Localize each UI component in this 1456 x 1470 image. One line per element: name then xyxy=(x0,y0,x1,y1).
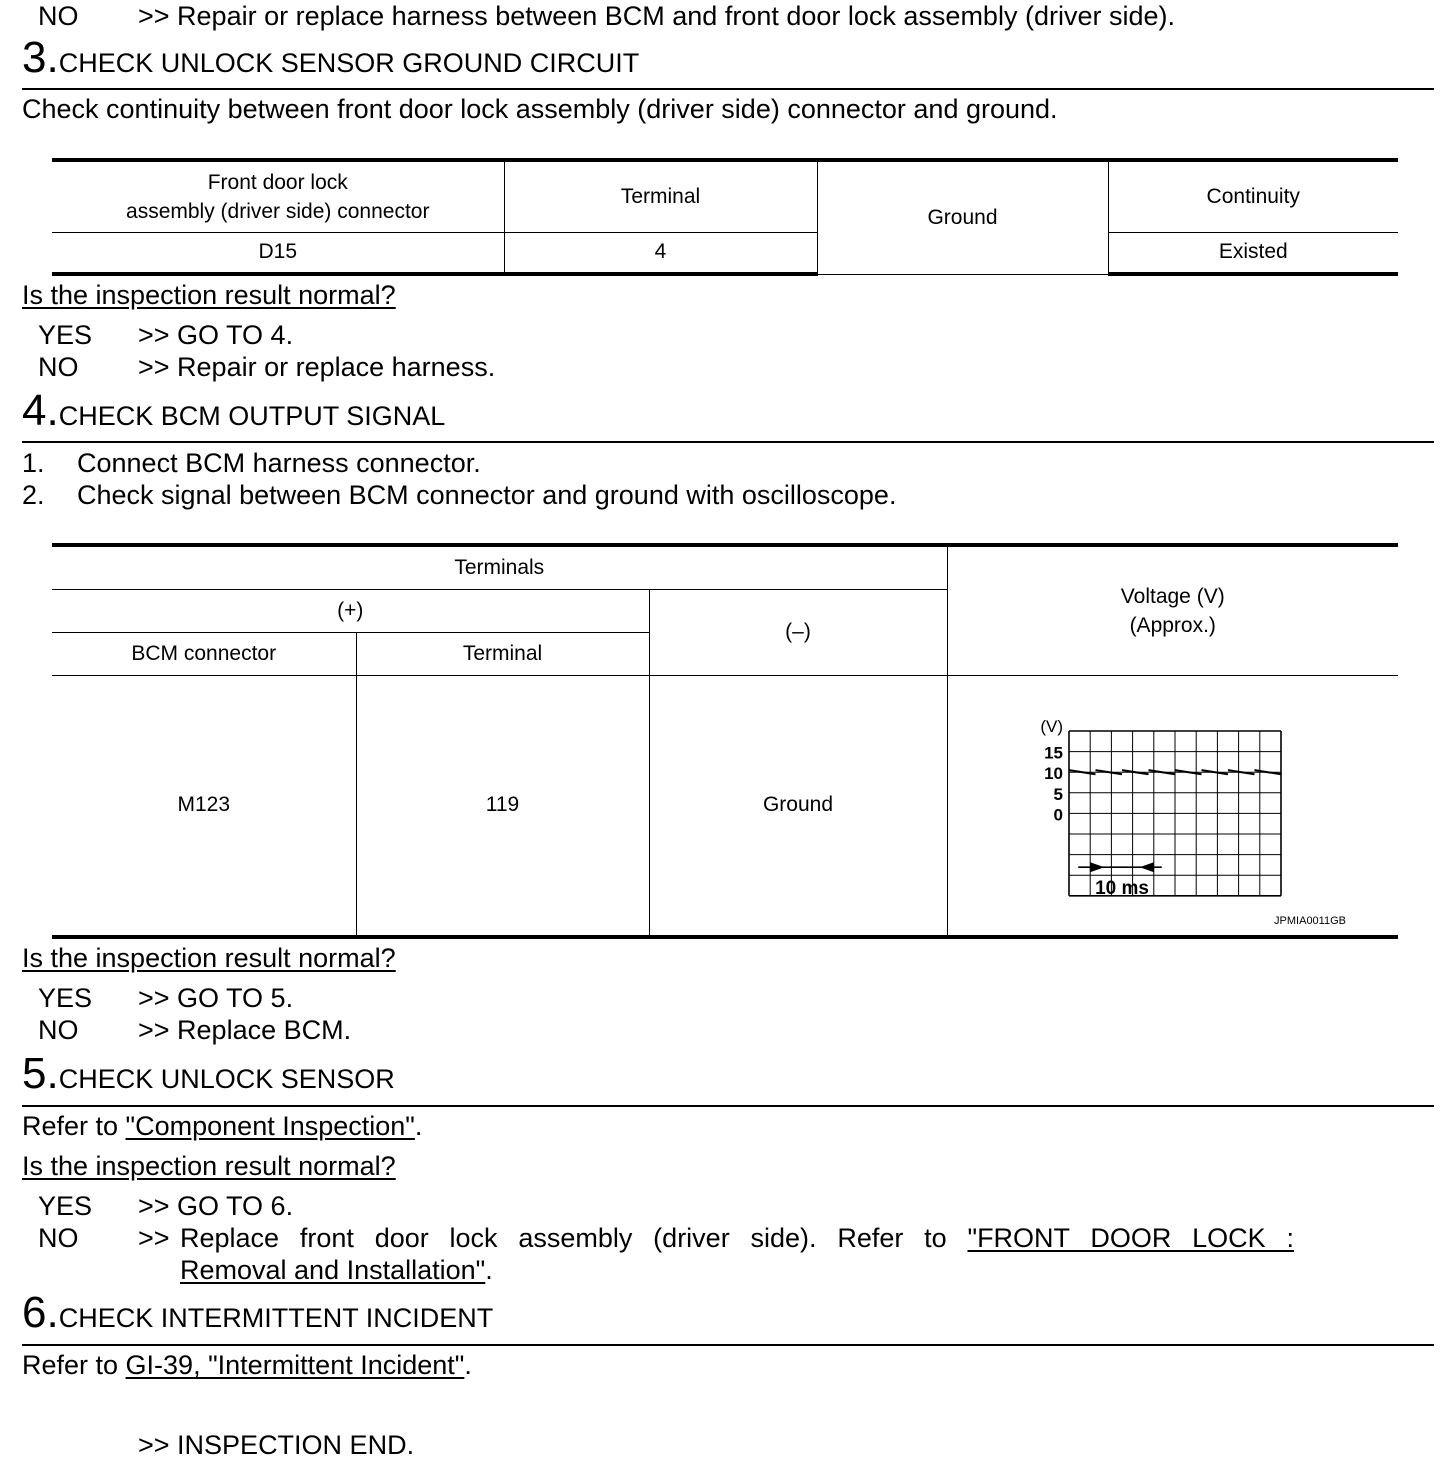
front-door-lock-link[interactable]: "FRONT DOOR LOCK : xyxy=(967,1223,1294,1253)
step3-instruction: Check continuity between front door lock assembly (driver side) connector and ground. xyxy=(22,94,1058,124)
step6-number: 6. xyxy=(22,1288,59,1337)
header-bcm-connector: BCM connector xyxy=(52,632,356,675)
no-text: >> Repair or replace harness between BCM and front door lock assembly (driver side). xyxy=(138,1,1175,31)
step4-item-2: 2. Check signal between BCM connector and ground with oscilloscope. xyxy=(22,480,897,510)
step4-question: Is the inspection result normal? xyxy=(22,943,396,973)
graph-tick-label: 10 xyxy=(1043,764,1063,784)
cell-terminal: 119 xyxy=(356,675,649,937)
cell-voltage-graph xyxy=(947,675,1398,937)
cell-terminal: 4 xyxy=(504,232,817,274)
component-inspection-link[interactable]: "Component Inspection" xyxy=(125,1111,415,1141)
header-minus: (–) xyxy=(649,589,947,675)
time-division-label: 10 ms xyxy=(1094,878,1149,900)
step4-number: 4. xyxy=(22,386,59,435)
intermittent-incident-link[interactable]: GI-39, "Intermittent Incident" xyxy=(125,1350,465,1380)
step5-yes: YES >> GO TO 6. xyxy=(38,1191,294,1221)
graph-tick-label: 0 xyxy=(1053,805,1063,825)
header-connector: Front door lock assembly (driver side) connector xyxy=(52,160,504,232)
cell-minus: Ground xyxy=(649,675,947,937)
header-plus: (+) xyxy=(52,589,649,632)
inspection-end: >> INSPECTION END. xyxy=(138,1430,415,1460)
graph-unit-label: (V) xyxy=(1039,717,1063,737)
step4-signal-table xyxy=(52,543,1398,939)
step4-heading xyxy=(22,386,446,435)
step5-refer: Refer to "Component Inspection". xyxy=(22,1111,423,1141)
step3-number: 3. xyxy=(22,33,59,82)
step4-no: NO >> Replace BCM. xyxy=(38,1015,352,1045)
graph-tick-label: 15 xyxy=(1043,743,1063,763)
step3-continuity-table xyxy=(52,158,1398,276)
cell-ground: Ground xyxy=(817,160,1108,274)
step4-title: CHECK BCM OUTPUT SIGNAL xyxy=(58,401,446,431)
step3-question: Is the inspection result normal? xyxy=(22,280,396,310)
graph-tick-label: 5 xyxy=(1053,785,1063,805)
time-arrow-left-icon xyxy=(1139,862,1153,872)
header-continuity: Continuity xyxy=(1108,160,1398,232)
header-terminal: Terminal xyxy=(356,632,649,675)
step4-yes: YES >> GO TO 5. xyxy=(38,983,294,1013)
step5-number: 5. xyxy=(22,1049,59,1098)
figure-code: JPMIA0011GB xyxy=(1273,915,1346,928)
step5-no-line2: Removal and Installation". xyxy=(180,1255,493,1285)
step5-title: CHECK UNLOCK SENSOR xyxy=(58,1064,395,1094)
step5-rule xyxy=(22,1105,1434,1107)
step3-no: NO >> Repair or replace harness. xyxy=(38,352,496,382)
step3-title: CHECK UNLOCK SENSOR GROUND CIRCUIT xyxy=(58,48,640,78)
step5-question: Is the inspection result normal? xyxy=(22,1151,396,1181)
step5-no: NO >> Replace front door lock assembly (driver side). Refer to "FRONT DOOR LOCK : xyxy=(38,1223,1294,1253)
header-terminals: Terminals xyxy=(52,545,947,589)
step4-item-1: 1. Connect BCM harness connector. xyxy=(22,448,481,478)
step3-yes: YES >> GO TO 4. xyxy=(38,320,294,350)
step3-rule xyxy=(22,88,1434,90)
no-label: NO xyxy=(38,1,79,31)
removal-installation-link[interactable]: Removal and Installation" xyxy=(180,1255,486,1285)
step6-heading xyxy=(22,1288,494,1337)
step5-heading xyxy=(22,1049,395,1098)
time-arrow-right-icon xyxy=(1090,862,1104,872)
cell-continuity: Existed xyxy=(1108,232,1398,274)
header-terminal: Terminal xyxy=(504,160,817,232)
step6-title: CHECK INTERMITTENT INCIDENT xyxy=(58,1303,494,1333)
step6-refer: Refer to GI-39, "Intermittent Incident". xyxy=(22,1350,472,1380)
oscilloscope-graph xyxy=(948,676,1397,934)
header-voltage: Voltage (V) (Approx.) xyxy=(947,545,1398,675)
step6-rule xyxy=(22,1344,1434,1346)
step4-rule xyxy=(22,441,1434,443)
cell-connector: D15 xyxy=(52,232,504,274)
step3-heading xyxy=(22,33,640,82)
no-result-line xyxy=(38,0,1175,32)
cell-bcm-connector: M123 xyxy=(52,675,356,937)
